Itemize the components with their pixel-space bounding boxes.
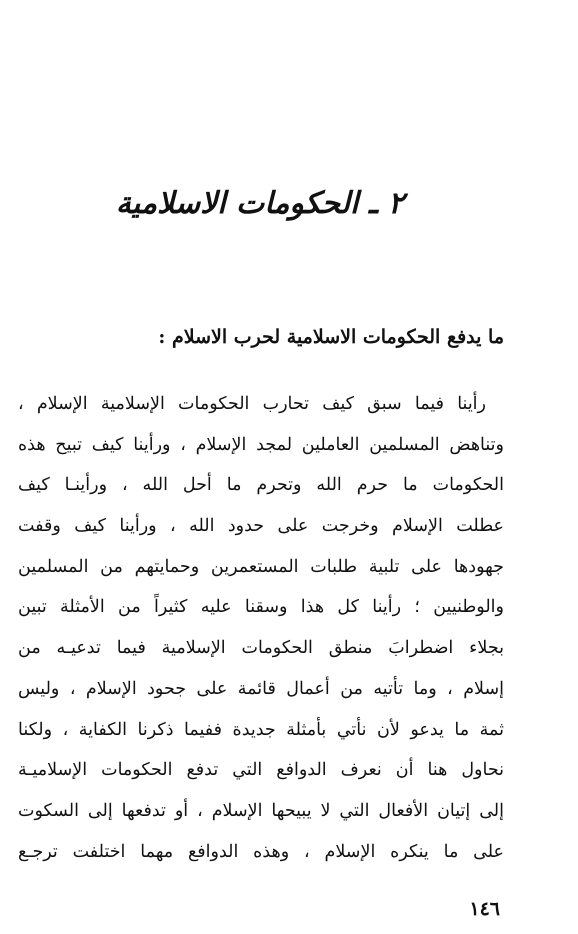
body-line: رأينا فيما سبق كيف تحارب الحكومات الإسلامية الإسلام ،: [18, 394, 486, 414]
body-line: عطلت الإسلام وخرجت على حدود الله ، ورأينا كيف وقفت: [18, 516, 504, 537]
body-line: إسلام ، وما تأتيه من أعمال قائمة على جحود الإسلام ، وليس: [18, 678, 504, 699]
body-text: [18, 384, 504, 872]
body-line: جهودها على تلبية طلبات المستعمرين وحمايتهم من المسلمين: [18, 556, 504, 577]
body-line: ثمة ما يدعو لأن نأتي بأمثلة جديدة ففيما ذكرنا الكفاية ، ولكنا: [18, 719, 504, 740]
page-number: ١٤٦: [469, 898, 500, 920]
body-line: إلى إتيان الأفعال التي لا يبيحها الإسلام ، أو تدفعها إلى السكوت: [18, 800, 504, 821]
body-line: بجلاء اضطرابَ منطق الحكومات الإسلامية فيما تدعيـه من: [18, 638, 504, 659]
body-line: نحاول هنا أن نعرف الدوافع التي تدفع الحكومات الإسلاميـة: [18, 760, 504, 781]
body-line: على ما ينكره الإسلام ، وهذه الدوافع مهما اختلفت ترجـع: [18, 841, 504, 862]
body-line: والوطنيين ؛ رأينا كل هذا وسقنا عليه كثيراً من الأمثلة تبين: [18, 597, 504, 618]
body-line: وتناهض المسلمين العاملين لمجد الإسلام ، ورأينا كيف تبيح هذه: [18, 434, 504, 455]
section-subtitle: ما يدفع الحكومات الاسلامية لحرب الاسلام :: [158, 326, 504, 348]
body-line: الحكومات ما حرم الله وتحرم ما أحل الله ، ورأينـا كيف: [18, 475, 504, 496]
chapter-heading: ٢ ـ الحكومات الاسلامية: [115, 186, 405, 221]
